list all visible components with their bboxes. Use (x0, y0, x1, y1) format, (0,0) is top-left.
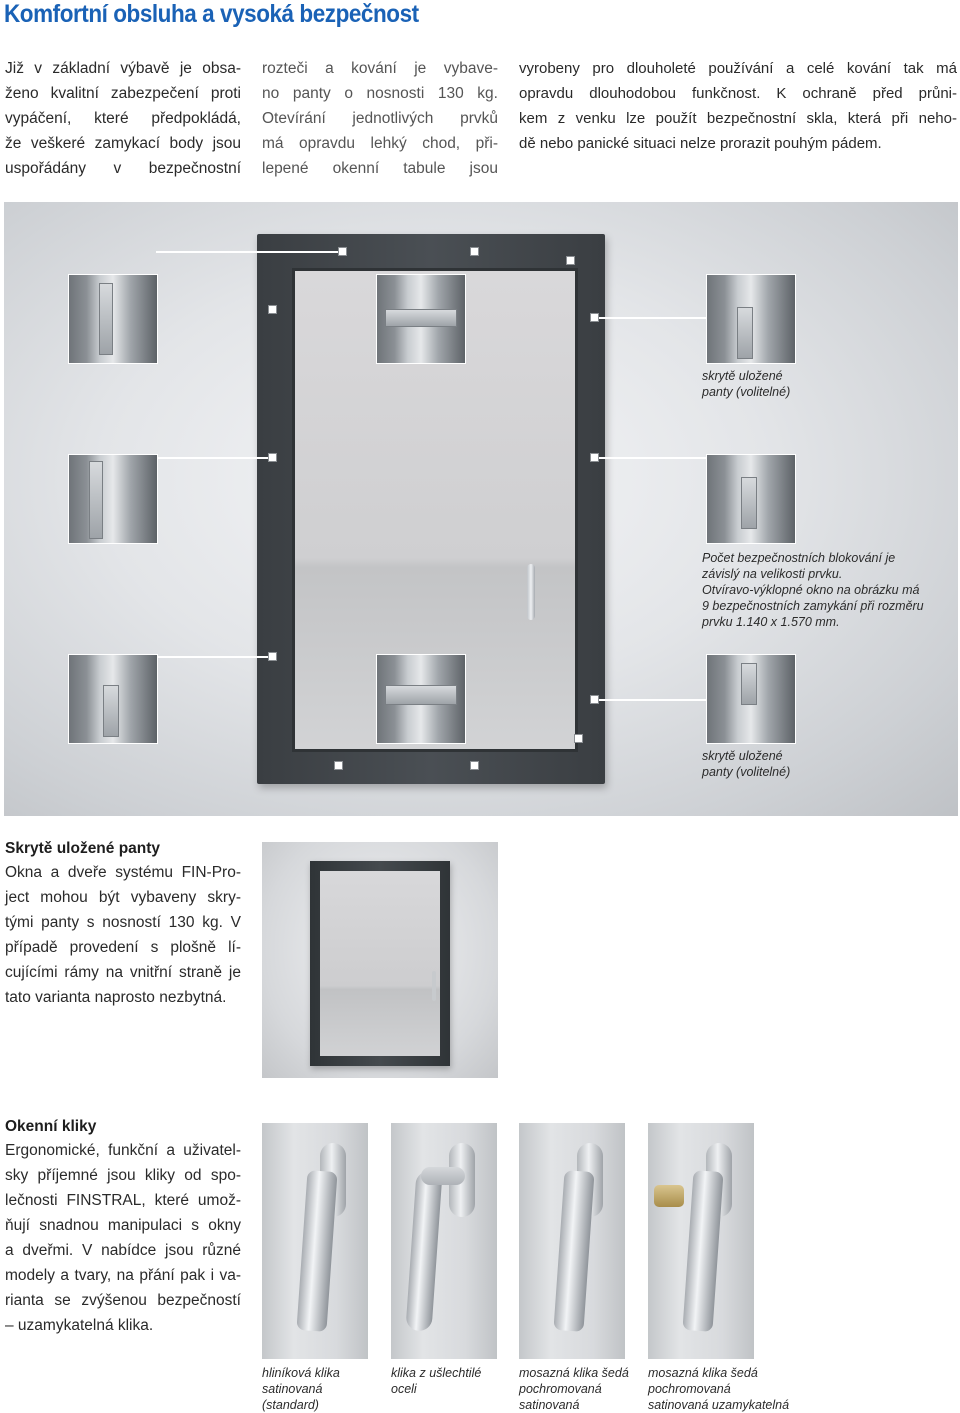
caption-line: satinovaná (262, 1382, 323, 1396)
window-security-photo (4, 202, 958, 816)
handle-caption (262, 1365, 340, 1413)
brass-handle-photo (519, 1123, 625, 1359)
text-line: – uzamykatelná klika. (5, 1317, 154, 1334)
caption-line: mosazná klika šedá (648, 1366, 758, 1380)
caption-line: závislý na velikosti prvku. (702, 567, 843, 581)
text-line: sky příjemné jsou kliky od spo- (5, 1167, 241, 1184)
text-line: a dveřmi. V nabídce jsou různé (5, 1242, 241, 1259)
side-lock-detail-photo (706, 454, 796, 544)
intro-column-1 (5, 56, 241, 181)
text-line: Otevírání jednotlivých prvků (262, 110, 498, 127)
hardware-part (103, 685, 119, 737)
hinge-caption-top (702, 368, 790, 400)
text-line: tato varianta naprosto nezbytná. (5, 989, 227, 1006)
text-line: ject mohou být vybaveny skry- (5, 889, 241, 906)
handle-caption (391, 1365, 481, 1397)
text-line: rozteči a kování je vybave- (262, 60, 498, 77)
caption-line: mosazná klika šedá (519, 1366, 629, 1380)
stainless-steel-handle-photo (391, 1123, 497, 1359)
connector-line (594, 457, 706, 459)
text-line: má opravdu lehký chod, při- (262, 135, 498, 152)
caption-line: 9 bezpečnostních zamykání při rozměru (702, 599, 924, 613)
lower-hinge-detail-photo (68, 654, 158, 744)
text-line: ňují snadnou manipulaci s okny (5, 1217, 241, 1234)
caption-line: panty (volitelné) (702, 385, 791, 399)
caption-line: satinovaná (519, 1398, 580, 1412)
window-hidden-hinges-photo (262, 842, 498, 1078)
key-icon (654, 1185, 684, 1207)
caption-line: oceli (391, 1382, 417, 1396)
section-body (5, 1138, 241, 1338)
text-line: modely a tvary, na přání pak i va- (5, 1267, 241, 1284)
text-line: Okna a dveře systému FIN-Pro- (5, 864, 241, 881)
text-line: kem z venku lze použít bezpečnostní skla, která při neho- (519, 110, 957, 127)
text-line: opravdu dlouhodobou funkčnost. K ochraně před průni- (519, 85, 957, 102)
connector-line (156, 656, 268, 658)
lock-point-marker (470, 761, 479, 770)
text-line: případě provedení s plošně lí- (5, 939, 241, 956)
caption-line: pochromovaná (519, 1382, 602, 1396)
lock-point-marker (268, 453, 277, 462)
hinge-detail-photo (706, 274, 796, 364)
caption-line: skrytě uložené (702, 749, 783, 763)
caption-line: skrytě uložené (702, 369, 783, 383)
lock-point-marker (590, 313, 599, 322)
text-line: tými panty s nosností 130 kg. V (5, 914, 241, 931)
caption-line: Počet bezpečnostních blokování je (702, 551, 896, 565)
section-title: Okenní kliky (5, 1118, 97, 1135)
caption-line: klika z ušlechtilé (391, 1366, 482, 1380)
text-line: no panty o nosnosti 130 kg. (262, 85, 498, 102)
hardware-part (741, 663, 757, 705)
lock-point-marker (590, 695, 599, 704)
caption-line: satinovaná uzamykatelná (648, 1398, 790, 1412)
window-glass-image (320, 871, 440, 1056)
lock-point-marker (338, 247, 347, 256)
hinge-caption-bottom (702, 748, 790, 780)
lock-point-marker (574, 734, 583, 743)
lock-point-marker (268, 652, 277, 661)
handle-lever-image (553, 1170, 594, 1332)
lock-point-marker (470, 247, 479, 256)
text-line: vypáčení, které předpokládá, (5, 110, 241, 127)
hardware-part (741, 477, 757, 529)
text-line: ženo kvalitní zabezpečení proti (5, 85, 241, 102)
connector-line (156, 457, 268, 459)
hinge-detail-photo (68, 274, 158, 364)
text-line: cujícími rámy na vnitřní straně je (5, 964, 241, 981)
text-line: že veškeré zamykací body jsou (5, 135, 241, 152)
text-line: rianta se zvýšenou bezpečností (5, 1292, 241, 1309)
bottom-lock-detail-photo (376, 654, 466, 744)
handle-caption (648, 1365, 789, 1413)
intro-column-2 (262, 56, 498, 181)
window-frame-image (310, 861, 450, 1066)
connector-line (594, 699, 706, 701)
handle-arm-image (421, 1167, 465, 1185)
window-handle-image (527, 564, 535, 620)
window-handle-image (432, 971, 436, 1001)
section-title: Skrytě uložené panty (5, 840, 161, 857)
caption-line: panty (volitelné) (702, 765, 791, 779)
text-line: Již v základní výbavě je obsa- (5, 60, 241, 77)
handle-lever-image (296, 1170, 337, 1332)
lockable-brass-handle-photo (648, 1123, 754, 1359)
lock-point-marker (334, 761, 343, 770)
lock-point-marker (566, 256, 575, 265)
hardware-part (89, 461, 103, 539)
handle-lever-image (682, 1170, 723, 1332)
lock-point-marker (268, 305, 277, 314)
connector-line (594, 317, 706, 319)
handle-caption (519, 1365, 629, 1413)
connector-line (156, 251, 338, 253)
page-title: Komfortní obsluha a vysoká bezpečnost (4, 0, 419, 28)
hardware-part (385, 685, 457, 705)
caption-line: prvku 1.140 x 1.570 mm. (702, 615, 840, 629)
lock-point-marker (590, 453, 599, 462)
section-body (5, 860, 241, 1010)
text-line: lečnosti FINSTRAL, které umož- (5, 1192, 241, 1209)
locking-caption (702, 550, 924, 630)
aluminium-handle-photo (262, 1123, 368, 1359)
caption-line: Otvíravo-výklopné okno na obrázku má (702, 583, 920, 597)
text-line: lepené okenní tabule jsou (262, 160, 498, 177)
hardware-part (385, 309, 457, 327)
intro-column-3 (519, 56, 957, 156)
window-handles-section (5, 1118, 241, 1338)
text-line: uspořádány v bezpečnostní (5, 160, 241, 177)
top-lock-detail-photo (376, 274, 466, 364)
text-line: vyrobeny pro dlouholeté používání a celé kování tak má (519, 60, 957, 77)
caption-line: hliníková klika (262, 1366, 340, 1380)
text-line: Ergonomické, funkční a uživatel- (5, 1142, 241, 1159)
hidden-hinges-section (5, 840, 241, 1010)
handle-lock-detail-photo (68, 454, 158, 544)
hardware-part (99, 283, 113, 355)
text-line: dě nebo panické situaci nelze prorazit pouhým pádem. (519, 135, 882, 152)
caption-line: (standard) (262, 1398, 319, 1412)
lower-hinge-detail-photo (706, 654, 796, 744)
handle-lever-image (405, 1170, 442, 1331)
hardware-part (737, 307, 753, 359)
caption-line: pochromovaná (648, 1382, 731, 1396)
